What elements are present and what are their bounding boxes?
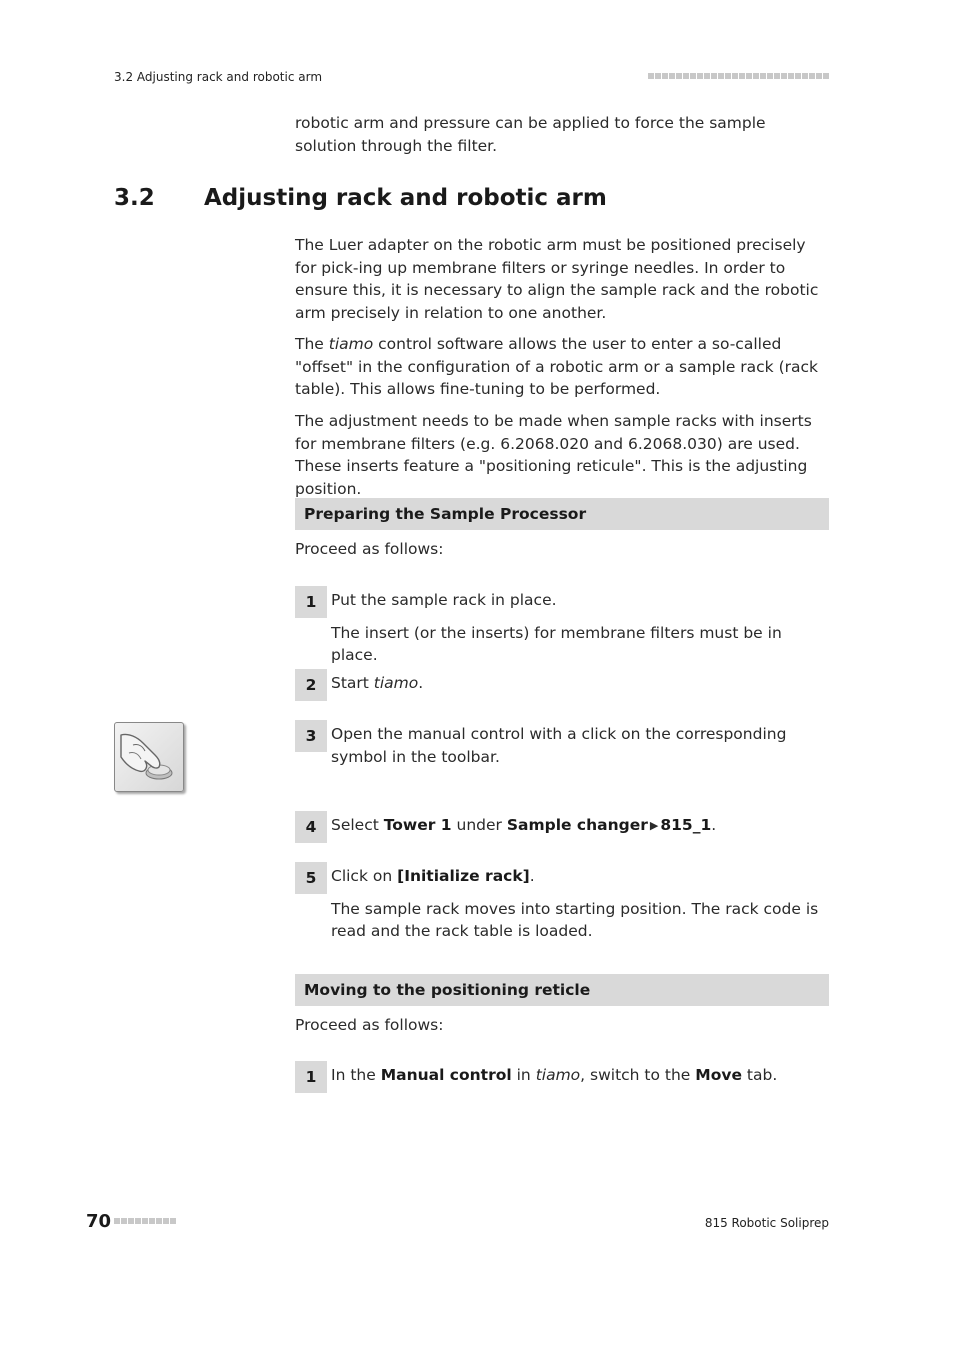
footer-decoration [114, 1218, 176, 1224]
footer-product-name: 815 Robotic Soliprep [704, 1216, 829, 1230]
step-text: Select Tower 1 under Sample changer ▶ 815_1. [331, 814, 831, 838]
page-number: 70 [86, 1211, 112, 1232]
triangle-right-icon: ▶ [649, 819, 659, 832]
section-heading [114, 185, 607, 211]
proceed-text: Proceed as follows: [295, 540, 444, 558]
step-text: In the Manual control in tiamo, switch to the Move tab. [331, 1066, 778, 1084]
step-text: Put the sample rack in place. The insert (or the inserts) for membrane filters must be in place. [331, 589, 831, 667]
subsection-heading-moving: Moving to the positioning reticle [295, 974, 829, 1006]
step-number: 1 [295, 586, 327, 618]
header-decoration [648, 73, 829, 79]
section-title: Adjusting rack and robotic arm [204, 185, 607, 211]
step-text: Click on [Initialize rack]. The sample rack moves into starting position. The rack code is read and the rack table is loaded. [331, 865, 831, 943]
step-number: 5 [295, 862, 327, 894]
hand-pressing-button-icon [114, 722, 184, 792]
proceed-text: Proceed as follows: [295, 1016, 444, 1034]
step-note: The insert (or the inserts) for membrane filters must be in place. [331, 623, 782, 664]
step-number: 1 [295, 1061, 327, 1093]
step-text: Open the manual control with a click on the corresponding symbol in the toolbar. [331, 725, 787, 766]
step-number: 2 [295, 669, 327, 701]
step-number: 3 [295, 720, 327, 752]
running-header: 3.2 Adjusting rack and robotic arm [114, 70, 323, 84]
section-paragraph-3: The adjustment needs to be made when sample racks with inserts for membrane filters (e.g. 6.2068.020 and 6.2068.030) are used. These inserts feature a "positioning reticule". This is the adjusting position. [295, 412, 812, 498]
section-number: 3.2 [114, 185, 155, 211]
step-number: 4 [295, 811, 327, 843]
step-text: Start tiamo. [331, 674, 424, 692]
intro-paragraph: robotic arm and pressure can be applied to force the sample solution through the filter. [295, 114, 766, 155]
section-paragraph-2: The tiamo control software allows the user to enter a so-called "offset" in the configuration of a robotic arm or a sample rack (rack table). This allows fine-tuning to be performed. [295, 335, 818, 398]
section-paragraph-1: The Luer adapter on the robotic arm must be positioned precisely for pick-ing up membrane filters or syringe needles. In order to ensure this, it is necessary to align the sample rack and the robotic arm precisely in relation to one another. [295, 236, 819, 322]
subsection-heading-preparing: Preparing the Sample Processor [295, 498, 829, 530]
step-note: The sample rack moves into starting position. The rack code is read and the rack table is loaded. [331, 899, 819, 940]
